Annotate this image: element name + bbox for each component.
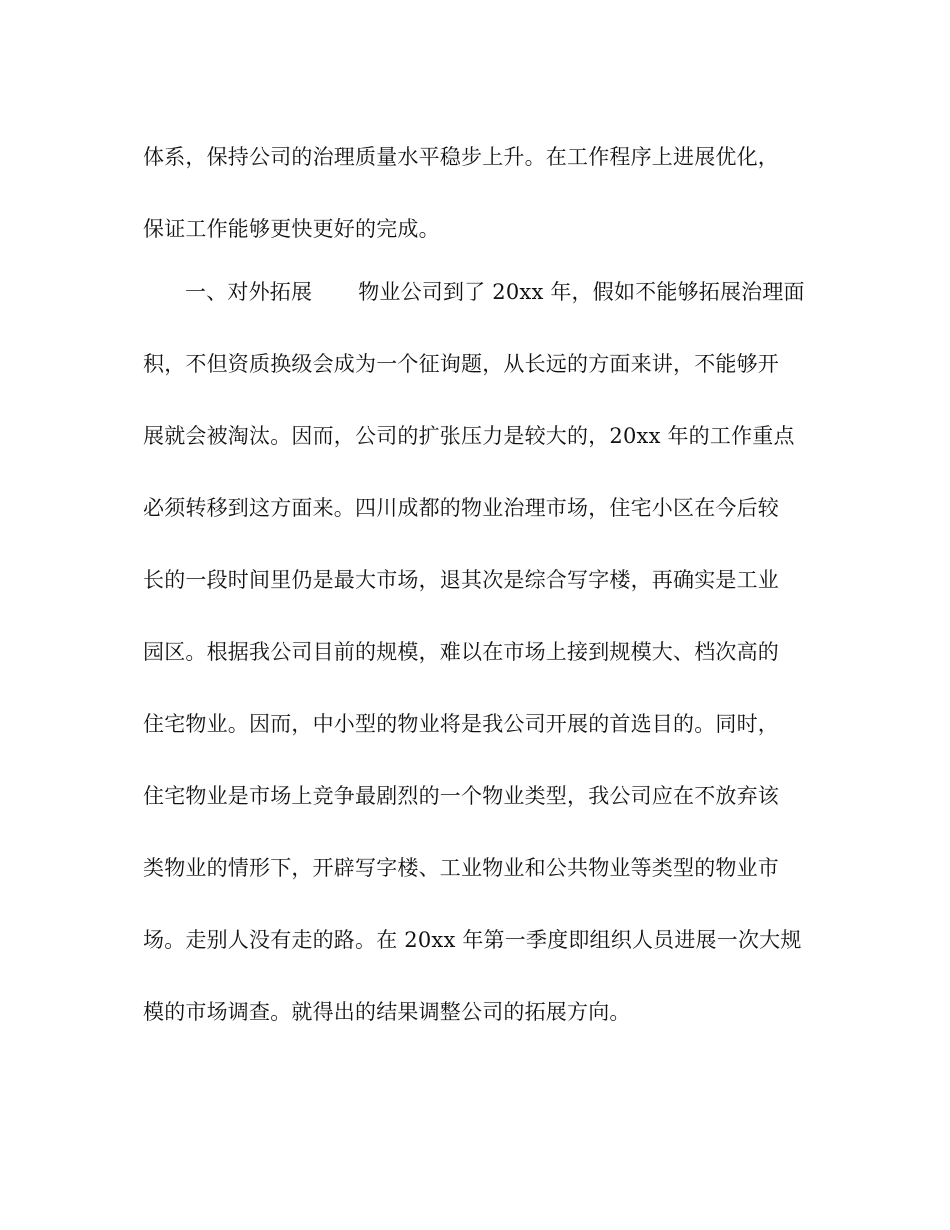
paragraph-line: 住宅物业。因而，中小型的物业将是我公司开展的首选目的。同时， <box>143 712 779 736</box>
paragraph-line: 展就会被淘汰。因而，公司的扩张压力是较大的，20xx 年的工作重点 <box>143 424 795 448</box>
paragraph-line: 园区。根据我公司目前的规模，难以在市场上接到规模大、档次高的 <box>143 640 779 664</box>
paragraph-line: 模的市场调查。就得出的结果调整公司的拓展方向。 <box>143 1000 631 1024</box>
paragraph-line: 场。走别人没有走的路。在 20xx 年第一季度即组织人员进展一次大规 <box>143 928 802 952</box>
paragraph-line: 住宅物业是市场上竞争最剧烈的一个物业类型，我公司应在不放弃该 <box>143 784 779 808</box>
paragraph-line: 保证工作能够更快更好的完成。 <box>143 217 440 241</box>
paragraph-line: 必须转移到这方面来。四川成都的物业治理市场，住宅小区在今后较 <box>143 496 779 520</box>
paragraph-line: 类物业的情形下，开辟写字楼、工业物业和公共物业等类型的物业市 <box>143 856 779 880</box>
section-first-line <box>185 277 865 307</box>
section-heading: 一、对外拓展 <box>185 280 313 304</box>
paragraph-line: 积，不但资质换级会成为一个征询题，从长远的方面来讲，不能够开 <box>143 352 779 376</box>
paragraph-line: 长的一段时间里仍是最大市场，退其次是综合写字楼，再确实是工业 <box>143 568 779 592</box>
paragraph-line: 体系，保持公司的治理质量水平稳步上升。在工作程序上进展优化， <box>143 145 779 169</box>
section-first-line-text: 物业公司到了 20xx 年，假如不能够拓展治理面 <box>358 280 805 304</box>
